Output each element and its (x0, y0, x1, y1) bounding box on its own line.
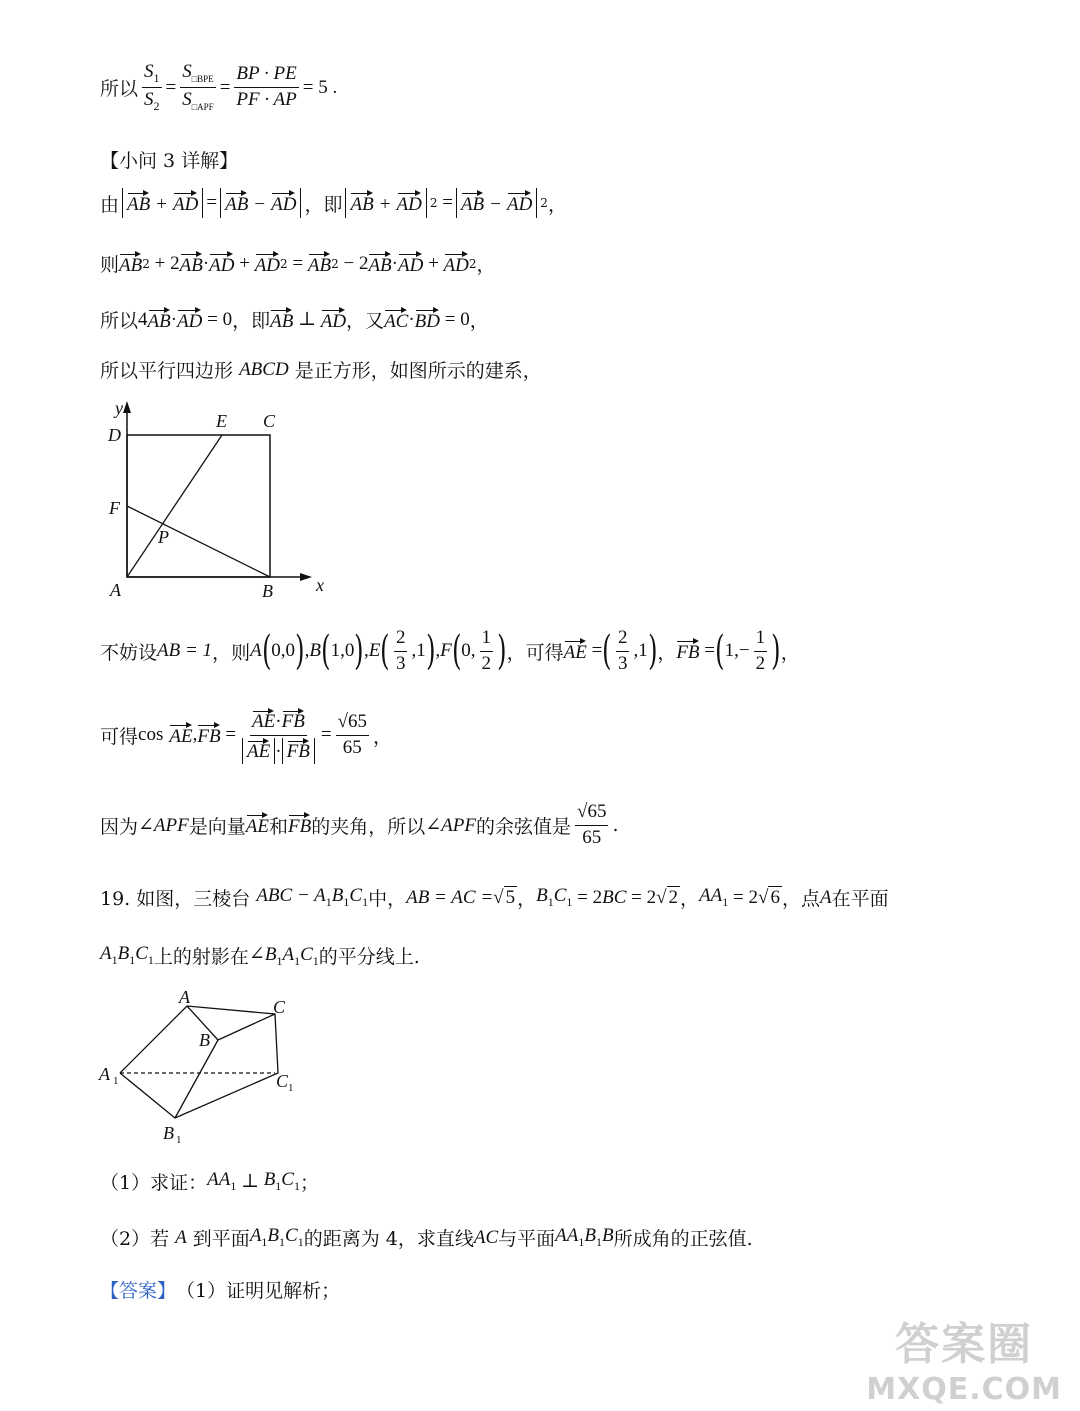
angle-conclusion-line: 因为 ∠APF 是向量 AE 和 FB 的夹角，所以 ∠APF 的余弦值是 $\frac{√65}{65}$ . (100, 801, 619, 848)
question-19-line-1: 19. 如图，三棱台 ABC − $A_1B_1C_1$ 中， AB = AC = √ 5 ， $B_1C_1$ = 2 BC = 2√ 2 ， $AA_1$ = 2√ 6 ，点 A 在平面 (100, 885, 889, 910)
label-b: B (199, 1030, 210, 1050)
sub-question-2: （2）若 A 到平面 $A_1B_1C_1$ 的距离为 4，求直线 AC 与平面 $AA_1B_1B$ 所成角的正弦值. (100, 1225, 753, 1250)
svg-text:1: 1 (113, 1075, 119, 1087)
svg-text:1: 1 (176, 1134, 182, 1146)
label-y: y (115, 398, 123, 418)
label-a: A (110, 580, 121, 600)
label-c: C (273, 997, 286, 1017)
coordinates-line: 不妨设 AB = 1 ，则 A ( 0,0 ) , B ( 1,0 ) , E ( $\frac{2}{3}$ ,1 ) , F ( 0, $\frac{1}{2}$ ) ，可得 AE = ( $\frac{2}{3}$ ,1 ) ， FB = ( 1,− $\frac{1}{2}$ ) ， (100, 627, 800, 675)
sub-question-1: （1）求证： $AA_1$ ⊥ $B_1C_1$ ； (100, 1169, 319, 1194)
edge-bb1 (175, 1040, 218, 1118)
answer-line (100, 1276, 340, 1303)
ratio-frac-3: $\frac{BP \cdot PE}{PF \cdot AP}$ (236, 63, 297, 111)
svg-text:1: 1 (288, 1082, 294, 1094)
ratio-frac-1: $\frac{S_1}{S_2}$ (144, 61, 160, 114)
x-axis-arrow-icon (300, 573, 312, 581)
label-c: C (263, 411, 276, 431)
cosine-line: 可得 cos AE , FB = $\frac{AE\cdot FB}{AE \cdot FB}$ = $\frac{√65}{65}$ ， (100, 708, 392, 763)
ratio-frac-2: $\frac{S_{□BPE}}{S_{□APF}}$ (182, 61, 214, 113)
y-axis-arrow-icon (123, 401, 131, 413)
answer-tag: 【答案】 (100, 1280, 177, 1302)
label-p: P (158, 527, 169, 547)
label-x: x (316, 575, 324, 595)
label-a1: A (99, 1064, 110, 1084)
label-c1: C (276, 1071, 289, 1091)
label-d: D (108, 425, 121, 445)
square-coordinate-diagram (98, 395, 328, 605)
ratio-prefix: 所以 (100, 78, 139, 101)
square-abcd (127, 435, 270, 577)
expand-line: 则 AB 2 + 2 AB · AD + AD 2 = AB 2 − 2 AB · AD + AD 2 ， (100, 252, 496, 276)
segment-ae (127, 435, 222, 577)
watermark: 答案圈 MXQE.COM (866, 1319, 1062, 1407)
segment-fb (127, 506, 270, 577)
question-19-line-2: $A_1B_1C_1$ 上的射影在 $\angle B_1A_1C_1$ 的平分线上. (100, 943, 420, 968)
answer-text: （1）证明见解析； (176, 1280, 341, 1302)
label-b: B (262, 581, 273, 601)
ratio-result: = 5 . (302, 76, 338, 98)
square-line: 所以平行四边形 ABCD 是正方形，如图所示的建系， (100, 358, 542, 382)
norm-equality-line: 由 AB + AD = AB − AD ，即 AB + AD 2 = AB − AD 2 ， (100, 188, 567, 218)
section-heading: 【小问 3 详解】 (100, 150, 239, 172)
label-f: F (109, 498, 120, 518)
edge-bc (218, 1014, 275, 1040)
ratio-line: 所以 $\frac{S_1}{S_2}$ = $\frac{S_{□BPE}}{S_{□APF}}$ = $\frac{BP \cdot PE}{PF \cdot AP}$ = 5 . (100, 61, 338, 114)
frustum-diagram (95, 988, 315, 1148)
perpendicular-line: 所以 4 AB · AD = 0 ，即 AB ⊥ AD ，又 AC · BD = 0 ， (100, 308, 489, 332)
label-e: E (216, 411, 227, 431)
label-a: A (179, 988, 190, 1007)
label-b1: B (163, 1123, 174, 1143)
